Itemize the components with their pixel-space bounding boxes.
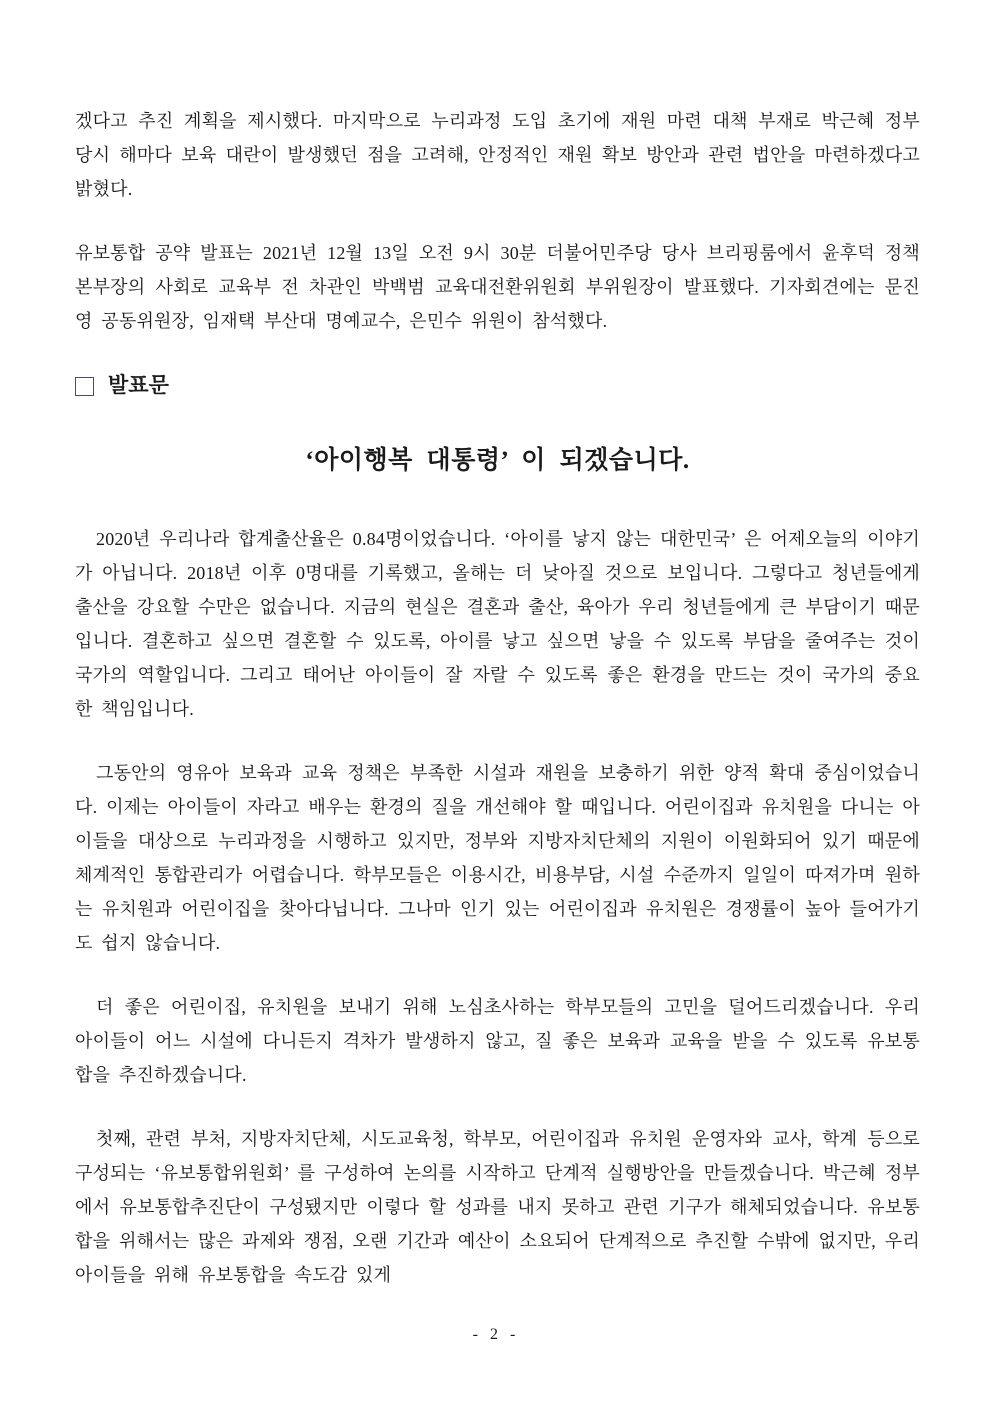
statement-paragraph-1: 2020년 우리나라 합계출산율은 0.84명이었습니다. ‘아이를 낳지 않는 대한민국’ 은 어제오늘의 이야기가 아닙니다. 2018년 이후 0명대를 기록했고, 올해는 더 낮아질 것으로 보입니다. 그렇다고 청년들에게 출산을 강요할 수만은 없습니다. 지금의 현실은 결혼과 출산, 육아가 우리 청년들에게 큰 부담이기 때문입니다. 결혼하고 싶으면 결혼할 수 있도록, 아이를 낳고 싶으면 낳을 수 있도록 부담을 줄여주는 것이 국가의 역할입니다. 그리고 태어난 아이들이 잘 자랄 수 있도록 좋은 환경을 만드는 것이 국가의 중요한 책임입니다. bbox=[75, 529, 920, 719]
statement-title: ‘아이행복 대통령’ 이 되겠습니다. bbox=[305, 447, 690, 474]
statement-body bbox=[75, 522, 920, 1292]
statement-paragraph-3: 더 좋은 어린이집, 유치원을 보내기 위해 노심초사하는 학부모들의 고민을 덜어드리겠습니다. 우리 아이들이 어느 시설에 다니든지 격차가 발생하지 않고, 질 좋은 보육과 교육을 받을 수 있도록 유보통합을 추진하겠습니다. bbox=[75, 997, 920, 1085]
intro-paragraph-2: 유보통합 공약 발표는 2021년 12월 13일 오전 9시 30분 더불어민주당 당사 브리핑룸에서 윤후덕 정책본부장의 사회로 교육부 전 차관인 박백범 교육대전환위원회 부위원장이 발표했다. 기자회견에는 문진영 공동위원장, 임재택 부산대 명예교수, 은민수 위원이 참석했다. bbox=[75, 243, 920, 331]
page-number: - 2 - bbox=[472, 1326, 520, 1343]
statement-paragraph-2: 그동안의 영유아 보육과 교육 정책은 부족한 시설과 재원을 보충하기 위한 양적 확대 중심이었습니다. 이제는 아이들이 자라고 배우는 환경의 질을 개선해야 할 때입니다. 어린이집과 유치원을 다니는 아이들을 대상으로 누리과정을 시행하고 있지만, 정부와 지방자치단체의 지원이 이원화되어 있기 때문에 체계적인 통합관리가 어렵습니다. 학부모들은 이용시간, 비용부담, 시설 수준까지 일일이 따져가며 원하는 유치원과 어린이집을 찾아다닙니다. 그나마 인기 있는 어린이집과 유치원은 경쟁률이 높아 들어가기도 쉽지 않습니다. bbox=[75, 763, 920, 953]
section-heading bbox=[75, 372, 920, 400]
intro-paragraph-1: 겠다고 추진 계획을 제시했다. 마지막으로 누리과정 도입 초기에 재원 마련 대책 부재로 박근혜 정부 당시 해마다 보육 대란이 발생했던 점을 고려해, 안정적인 재원 확보 방안과 관련 법안을 마련하겠다고 밝혔다. bbox=[75, 111, 920, 199]
statement-paragraph-4: 첫째, 관련 부처, 지방자치단체, 시도교육청, 학부모, 어린이집과 유치원 운영자와 교사, 학계 등으로 구성되는 ‘유보통합위원회’ 를 구성하여 논의를 시작하고 단계적 실행방안을 만들겠습니다. 박근혜 정부에서 유보통합추진단이 구성됐지만 이렇다 할 성과를 내지 못하고 관련 기구가 해체되었습니다. 유보통합을 위해서는 많은 과제와 쟁점, 오랜 기간과 예산이 소요되어 단계적으로 추진할 수밖에 없지만, 우리 아이들을 위해 유보통합을 속도감 있게 bbox=[75, 1129, 920, 1285]
square-bullet-icon bbox=[75, 377, 94, 396]
section-heading-label: 발표문 bbox=[108, 374, 169, 397]
